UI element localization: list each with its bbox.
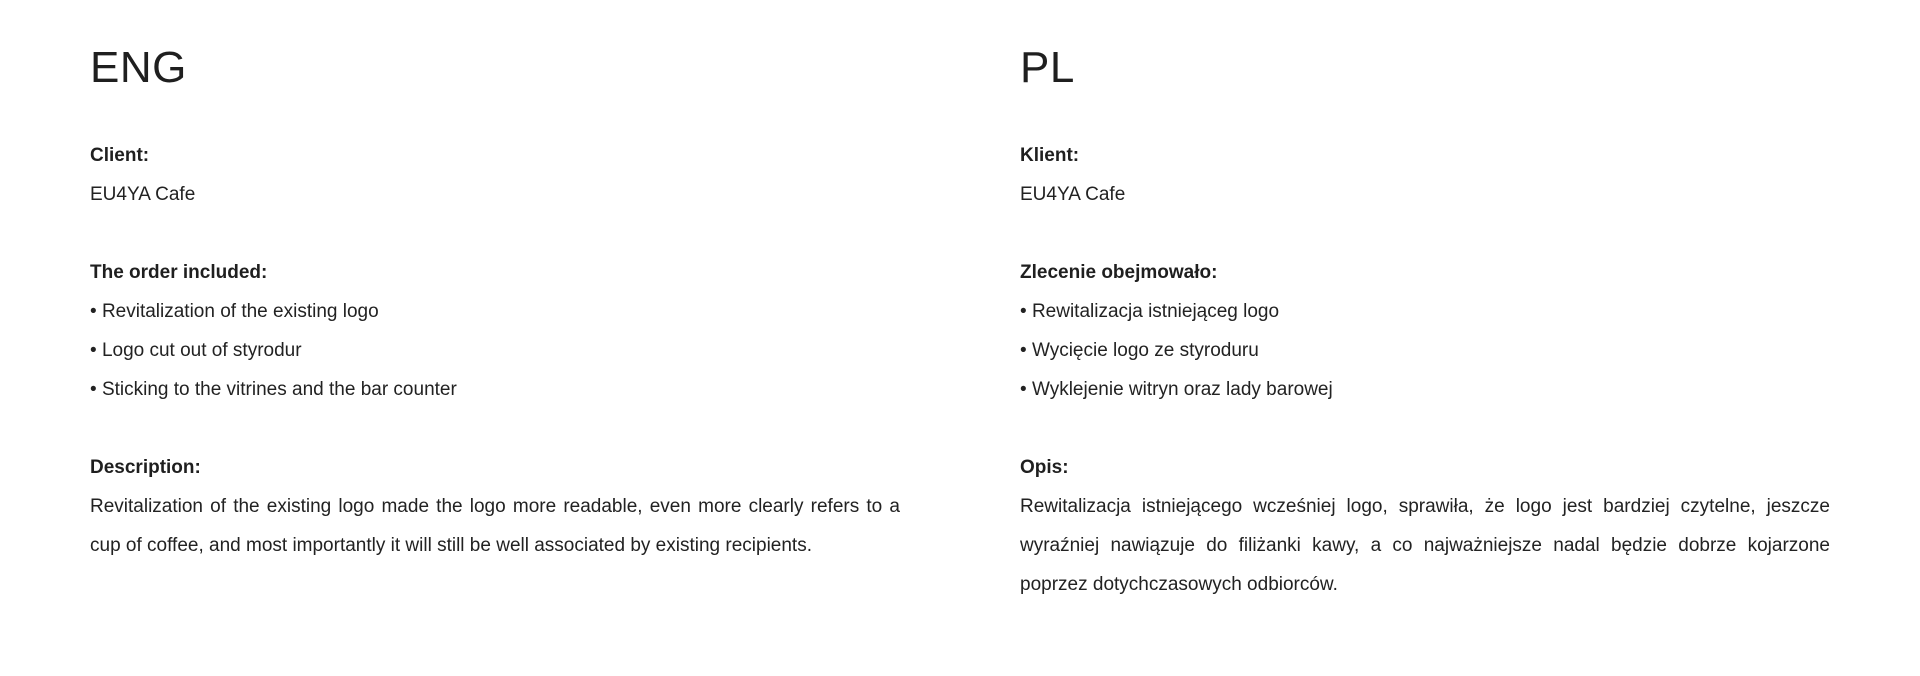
order-label: Zlecenie obejmowało: (1020, 262, 1218, 283)
client-value: EU4YA Cafe (90, 184, 196, 205)
description-section (90, 448, 900, 565)
client-value: EU4YA Cafe (1020, 184, 1126, 205)
client-section (90, 136, 900, 214)
order-list-item: • Wycięcie logo ze styroduru (1020, 331, 1830, 370)
order-list (90, 292, 900, 409)
order-list-item: • Rewitalizacja istniejąceg logo (1020, 292, 1830, 331)
description-label: Description: (90, 457, 201, 478)
order-section (90, 253, 900, 409)
english-column (90, 40, 900, 604)
client-label: Klient: (1020, 145, 1080, 166)
description-section (1020, 448, 1830, 604)
order-list-item: • Sticking to the vitrines and the bar counter (90, 370, 900, 409)
description-label: Opis: (1020, 457, 1069, 478)
client-label: Client: (90, 145, 150, 166)
language-heading-eng: ENG (90, 43, 187, 92)
description-text: Rewitalizacja istniejącego wcześniej logo, sprawiła, że logo jest bardziej czytelne, jeszcze wyraźniej nawiązuje do filiżanki kawy, a co najważniejsze nadal będzie dobrze kojarzone poprzez dotychczasowych odbiorców. (1020, 496, 1830, 595)
language-heading-pl: PL (1020, 43, 1075, 92)
polish-column (1020, 40, 1830, 643)
description-text: Revitalization of the existing logo made the logo more readable, even more clearly refers to a cup of coffee, and most importantly it will still be well associated by existing recipients. (90, 496, 900, 556)
order-list-item: • Wyklejenie witryn oraz lady barowej (1020, 370, 1830, 409)
order-label: The order included: (90, 262, 268, 283)
order-list-item: • Logo cut out of styrodur (90, 331, 900, 370)
order-list-item: • Revitalization of the existing logo (90, 292, 900, 331)
order-section (1020, 253, 1830, 409)
client-section (1020, 136, 1830, 214)
order-list (1020, 292, 1830, 409)
